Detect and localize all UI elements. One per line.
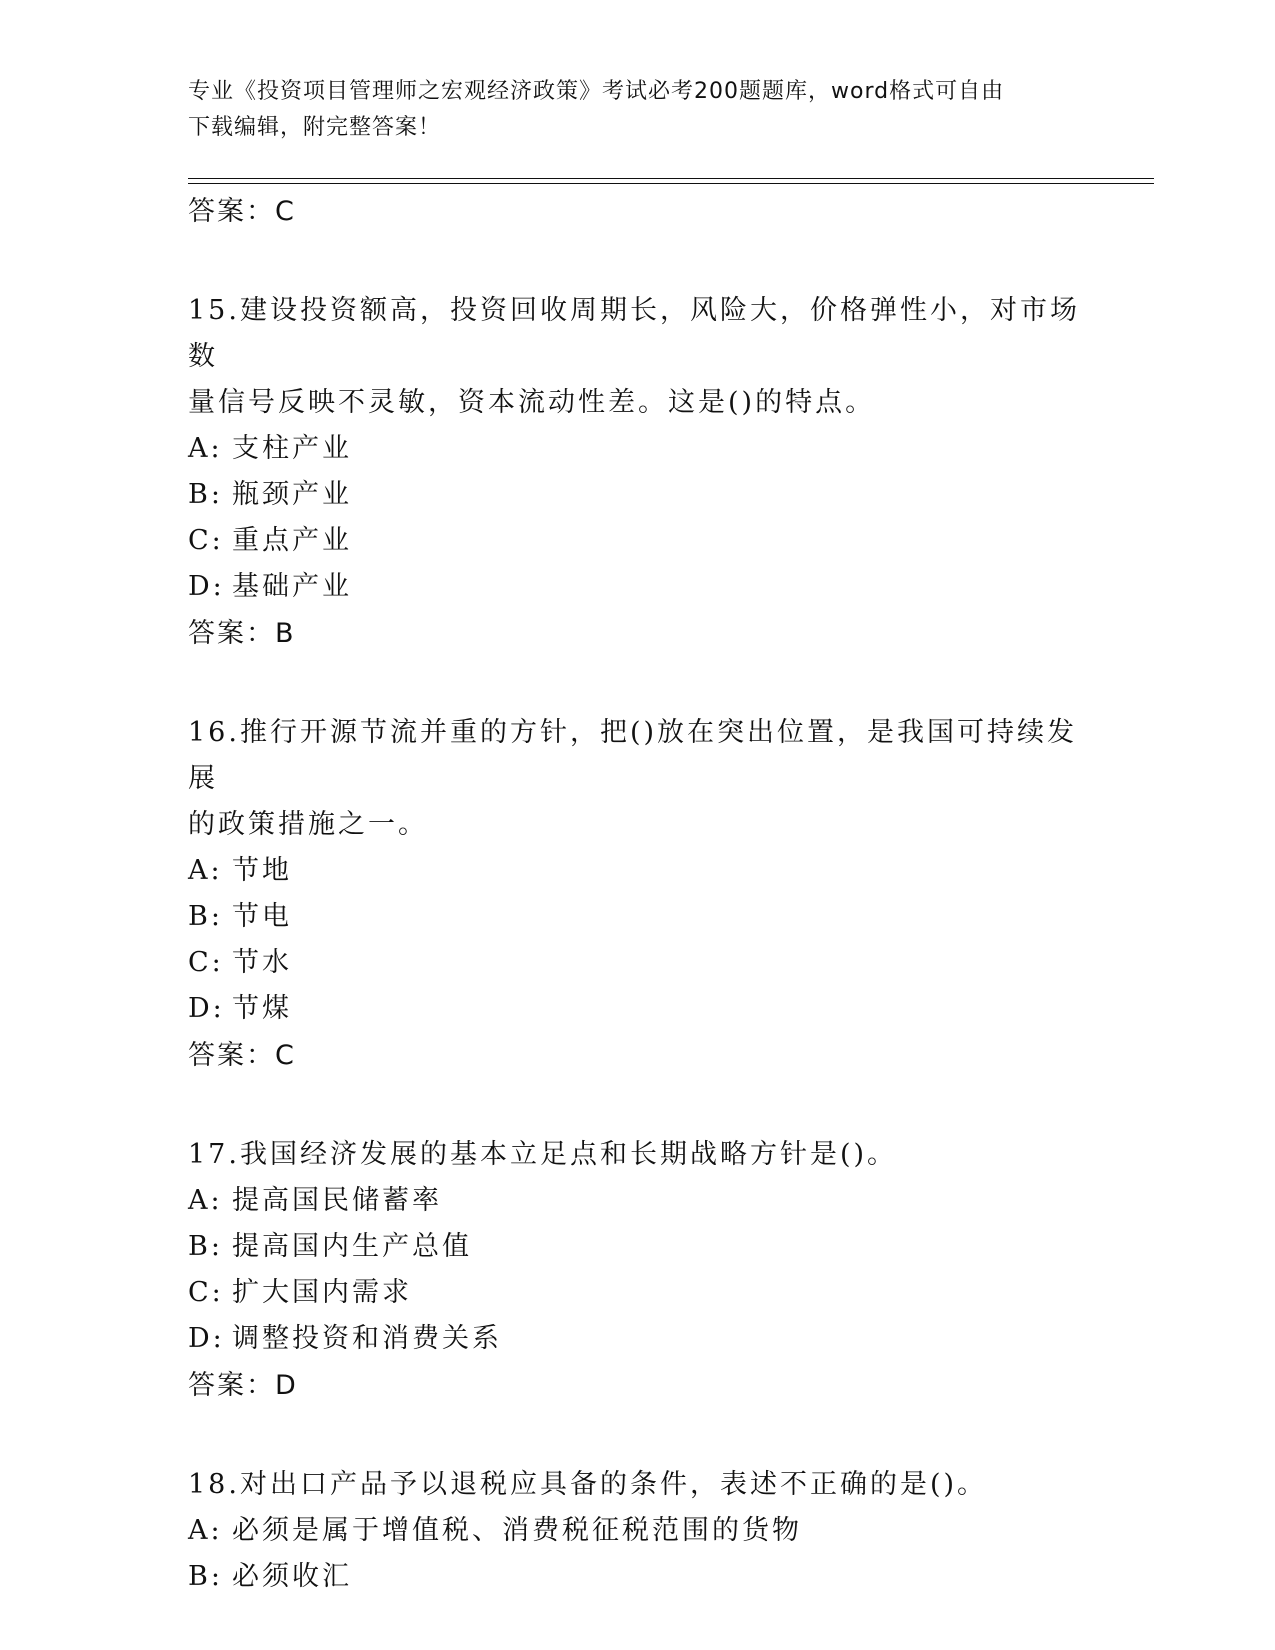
option-text: 提高国民储蓄率: [232, 1185, 442, 1216]
option-text: 瓶颈产业: [232, 479, 352, 510]
question-number: 18.: [188, 1469, 240, 1500]
question-text-line-2: 量信号反映不灵敏，资本流动性差。这是()的特点。: [188, 387, 876, 418]
question-16: [188, 710, 1088, 1080]
question-text: [188, 288, 1088, 380]
option-key: D:: [188, 993, 225, 1024]
option-text: 必须收汇: [232, 1561, 352, 1592]
option-key: B:: [188, 1561, 223, 1592]
question-text: [188, 710, 1088, 802]
option-key: B:: [188, 901, 223, 932]
question-number: 15.: [188, 295, 240, 326]
option-text: 调整投资和消费关系: [232, 1323, 502, 1354]
option-key: C:: [188, 947, 224, 978]
answer-line: 答案：B: [188, 618, 296, 649]
question-text-line-1: 对出口产品予以退税应具备的条件，表述不正确的是()。: [239, 1469, 988, 1500]
question-text-line-1: 推行开源节流并重的方针，把()放在突出位置，是我国可持续发展: [188, 717, 1078, 794]
option-key: A:: [188, 1515, 223, 1546]
option-key: A:: [188, 855, 223, 886]
option-c: [188, 1270, 1088, 1316]
option-b: [188, 894, 1088, 940]
question-text: [188, 1132, 1088, 1178]
option-key: C:: [188, 1277, 224, 1308]
option-key: B:: [188, 479, 223, 510]
option-key: A:: [188, 433, 223, 464]
question-number: 17.: [188, 1139, 240, 1170]
answer-line: 答案：C: [188, 196, 296, 227]
option-text: 节电: [232, 901, 292, 932]
option-text: 节煤: [232, 993, 292, 1024]
option-text: 节水: [232, 947, 292, 978]
option-a: [188, 426, 1088, 472]
option-a: [188, 848, 1088, 894]
option-c: [188, 518, 1088, 564]
option-b: [188, 472, 1088, 518]
option-text: 提高国内生产总值: [232, 1231, 472, 1262]
option-text: 必须是属于增值税、消费税征税范围的货物: [232, 1515, 802, 1546]
question-17: [188, 1132, 1088, 1410]
option-key: C:: [188, 525, 224, 556]
option-key: B:: [188, 1231, 223, 1262]
question-list: [188, 188, 1088, 1600]
question-text-line-1: 建设投资额高，投资回收周期长，风险大，价格弹性小，对市场数: [188, 295, 1080, 372]
option-text: 重点产业: [232, 525, 352, 556]
option-key: D:: [188, 571, 225, 602]
option-key: A:: [188, 1185, 223, 1216]
header-line-1: 专业《投资项目管理师之宏观经济政策》考试必考200题题库，word格式可自由: [188, 79, 1005, 104]
question-text-line-2: 的政策措施之一。: [188, 809, 428, 840]
question-18: [188, 1462, 1088, 1600]
option-c: [188, 940, 1088, 986]
header-line-2: 下载编辑，附完整答案！: [188, 115, 442, 140]
option-key: D:: [188, 1323, 225, 1354]
option-d: [188, 986, 1088, 1032]
question-15: [188, 288, 1088, 658]
option-a: [188, 1508, 1088, 1554]
option-text: 扩大国内需求: [232, 1277, 412, 1308]
option-d: [188, 1316, 1088, 1362]
option-d: [188, 564, 1088, 610]
header-divider-top: [188, 178, 1154, 179]
option-text: 支柱产业: [232, 433, 352, 464]
option-b: [188, 1554, 1088, 1600]
question-text-line-1: 我国经济发展的基本立足点和长期战略方针是()。: [239, 1139, 898, 1170]
option-text: 节地: [232, 855, 292, 886]
answer-line: 答案：D: [188, 1370, 298, 1401]
option-text: 基础产业: [232, 571, 352, 602]
option-a: [188, 1178, 1088, 1224]
question-number: 16.: [188, 717, 240, 748]
header-divider-bottom: [188, 183, 1154, 184]
document-header: [188, 74, 1068, 146]
answer-line: 答案：C: [188, 1040, 296, 1071]
question-text: [188, 1462, 1088, 1508]
option-b: [188, 1224, 1088, 1270]
